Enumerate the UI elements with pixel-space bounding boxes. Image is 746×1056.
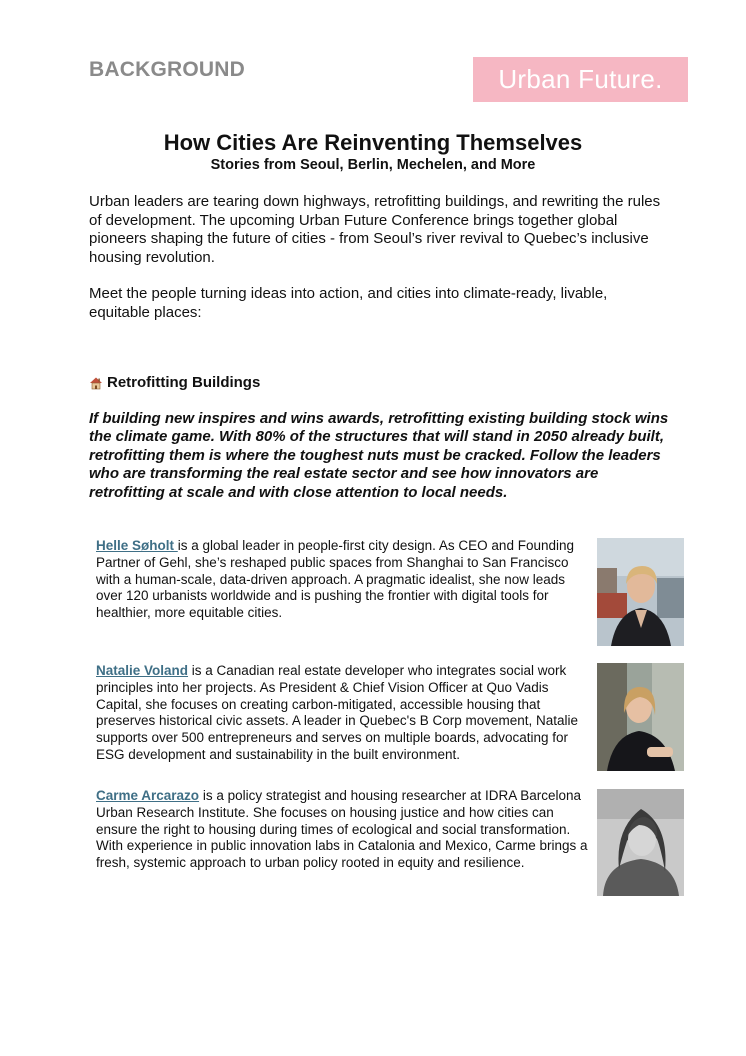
speaker-photo: [597, 789, 684, 896]
speaker-photo-image: [597, 538, 684, 646]
speaker-name-link[interactable]: Carme Arcarazo: [96, 788, 200, 803]
page-subtitle: Stories from Seoul, Berlin, Mechelen, and More: [210, 157, 536, 173]
intro-paragraph-2: Meet the people turning ideas into action, and cities into climate-ready, livable, equitable places:: [89, 285, 608, 321]
speaker-name-link[interactable]: Natalie Voland: [96, 663, 189, 678]
speaker-name-link[interactable]: Helle Søholt: [96, 538, 178, 553]
page-title: How Cities Are Reinventing Themselves: [163, 130, 583, 155]
section-tag: BACKGROUND: [89, 58, 245, 81]
speaker-photo: [597, 663, 684, 771]
speaker-bio-text: is a global leader in people-first city design. As CEO and Founding Partner of Gehl, she’s reshaped public spaces from Shanghai to San Francisco with a human-scale, data-driven approach. A pragmatic idealist, she now leads over 120 urbanists worldwide and is pushing the frontier with digital tools for healthier, more equitable cities.: [96, 538, 574, 621]
house-icon: [89, 376, 103, 390]
speaker-bio-text: is a policy strategist and housing researcher at IDRA Barcelona Urban Research Institute. She focuses on housing justice and how cities can ensure the right to housing during times of ecological and social transformation. With experience in public innovation labs in Catalonia and Mexico, Carme brings a fresh, systemic approach to urban policy rooted in equity and resilience.: [96, 788, 588, 871]
speaker-photo-image: [597, 663, 684, 771]
speaker-bio: [96, 663, 588, 764]
intro-paragraph-1: Urban leaders are tearing down highways, retrofitting buildings, and rewriting the rules of development. The upcoming Urban Future Conference brings together global pioneers shaping the future of cities - from Seoul’s river revival to Quebec’s inclusive housing revolution.: [89, 193, 661, 266]
section-lead: If building new inspires and wins awards, retrofitting existing building stock wins the climate game. With 80% of the structures that will stand in 2050 already built, retrofitting them is where the toughest nuts must be cracked. Follow the leaders who are transforming the real estate sector and see how innovators are retrofitting at scale and with close attention to local needs.: [89, 410, 669, 501]
speaker-photo: [597, 538, 684, 646]
urban-future-logo: Urban Future.: [473, 57, 688, 102]
speaker-bio-text: is a Canadian real estate developer who integrates social work principles into her projects. As President & Chief Vision Officer at Quo Vadis Capital, she focuses on creating carbon-mitigated, accessible housing that preserves historical civic assets. A leader in Quebec's B Corp movement, Natalie supports over 500 entrepreneurs and serves on multiple boards, advocating for ESG development and sustainability in the built environment.: [96, 663, 579, 762]
speaker-bio: [96, 788, 588, 872]
section-heading: [89, 374, 260, 391]
speaker-photo-image: [597, 789, 684, 896]
section-heading-label: Retrofitting Buildings: [107, 374, 261, 391]
speaker-bio: [96, 538, 588, 622]
